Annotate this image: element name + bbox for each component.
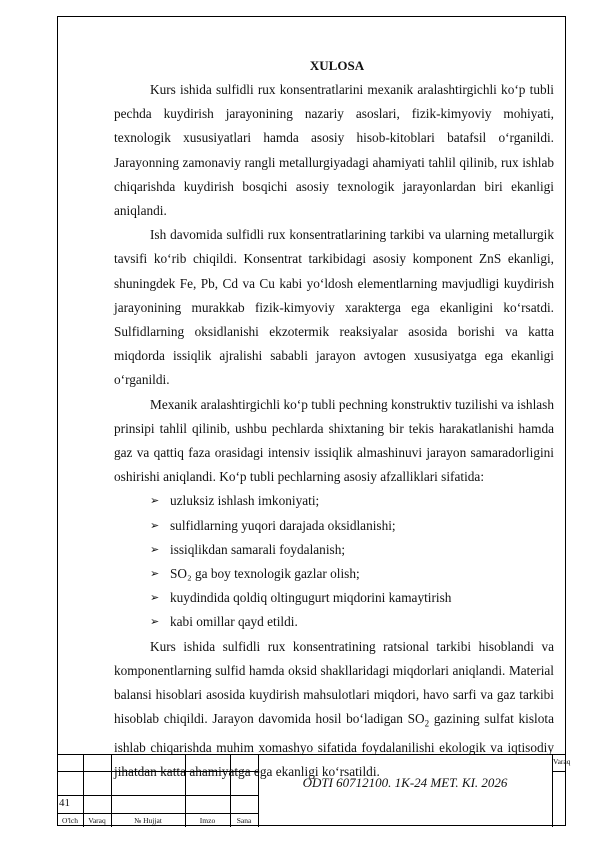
list-item: ➢ sulfidlarning yuqori darajada oksidlanishi; — [114, 514, 554, 538]
stamp-line — [57, 813, 258, 814]
arrowhead-bullet-icon: ➢ — [150, 567, 160, 581]
page-number: 41 — [59, 797, 70, 809]
col-label-olch: O'lch — [62, 816, 78, 825]
document-body — [114, 56, 554, 785]
document-title: XULOSA — [309, 58, 365, 73]
title-block — [57, 754, 571, 826]
col-label-sana: Sana — [236, 816, 252, 825]
col-label-hujjat: № Hujjat — [134, 816, 162, 825]
list-item: ➢ kabi omillar qayd etildi. — [114, 610, 554, 634]
list-item: ➢ SO₂ ga boy texnologik gazlar olish; — [114, 562, 554, 586]
list-item: ➢ issiqlikdan samarali foydalanish; — [114, 538, 554, 562]
arrowhead-bullet-icon: ➢ — [150, 518, 160, 532]
paragraph-3: Mexanik aralashtirgichli ko‘p tubli pechning konstruktiv tuzilishi va ishlash prinsipi tahlil qilinib, ushbu pechlarda shixtaning bir tekis harakatlanishi hamda gaz va qattiq faza orasidagi intensiv issiqlik almashinuvi jarayon samaradorligini oshirishi aniqlandi. Ko‘p tubli pechlarning asosiy afzalliklari sifatida: — [114, 396, 554, 485]
stamp-line — [258, 755, 259, 827]
list-item: ➢ uzluksiz ishlash imkoniyati; — [114, 489, 554, 513]
stamp-line — [57, 771, 258, 772]
sheet-label: Varaq — [553, 757, 571, 766]
arrowhead-bullet-icon: ➢ — [150, 615, 160, 629]
stamp-line — [57, 795, 258, 796]
col-label-varaq: Varaq — [88, 816, 106, 825]
paragraph-2: Ish davomida sulfidli rux konsentratlarining tarkibi va ularning metallurgik tavsifi ko‘rib chiqildi. Konsentrat tarkibidagi asosiy komponent ZnS ekanligi, shuningdek Fe, Pb, Cd va Cu kabi yo‘ldosh elementlarning mavjudligi kuydirish jarayonining murakkab fizik-kimyoviy xarakterga ega ekanligini ko‘rsatdi. Sulfidlarning oksidlanishi ekzotermik reaksiyalar asosida borishi va katta miqdorda issiqlik ajralishi sababli jarayon avtogen xususiyatga ega ekanligi o‘rganildi. — [114, 227, 554, 388]
stamp-line — [552, 771, 566, 772]
arrowhead-bullet-icon: ➢ — [150, 542, 160, 556]
document-code: ODTI 60712100. 1K-24 MET. KI. 2026 — [302, 775, 508, 790]
paragraph-4: Kurs ishida sulfidli rux konsentratining ratsional tarkibi hisoblandi va komponentlarning sulfid hamda oksid shakllaridagi miqdorlari aniqlandi. Material balansi hisoblari asosida kuydirish mahsulotlari miqdori, havo sarfi va gaz tarkibi hisoblab chiqildi. Jarayon davomida hosil bo‘ladigan $SO_2$ gazining sulfat kislota ishlab chiqarishda muhim xomashyo sifatida foydalanilishi ekologik va iqtisodiy jihatdan katta ahamiyatga ega ekanligi ko‘rsatildi. — [114, 638, 554, 780]
advantages-list — [114, 489, 554, 634]
col-label-imzo: Imzo — [199, 816, 216, 825]
arrowhead-bullet-icon: ➢ — [150, 591, 160, 605]
paragraph-1: Kurs ishida sulfidli rux konsentratlarini mexanik aralashtirgichli ko‘p tubli pechda kuydirish jarayonining nazariy asoslari, fizik-kimyoviy mohiyati, texnologik xususiyatlari hamda asosiy hisob-kitoblari batafsil o‘rganildi. Jarayonning zamonaviy rangli metallurgiyadagi ahamiyati tahlil qilinib, rux ishlab chiqarishda kuydirish bosqichi asosiy texnologik jarayonlardan biri ekanligi aniqlandi. — [114, 82, 554, 219]
list-item: ➢ kuydindida qoldiq oltingugurt miqdorini kamaytirish — [114, 586, 554, 610]
arrowhead-bullet-icon: ➢ — [150, 494, 160, 508]
